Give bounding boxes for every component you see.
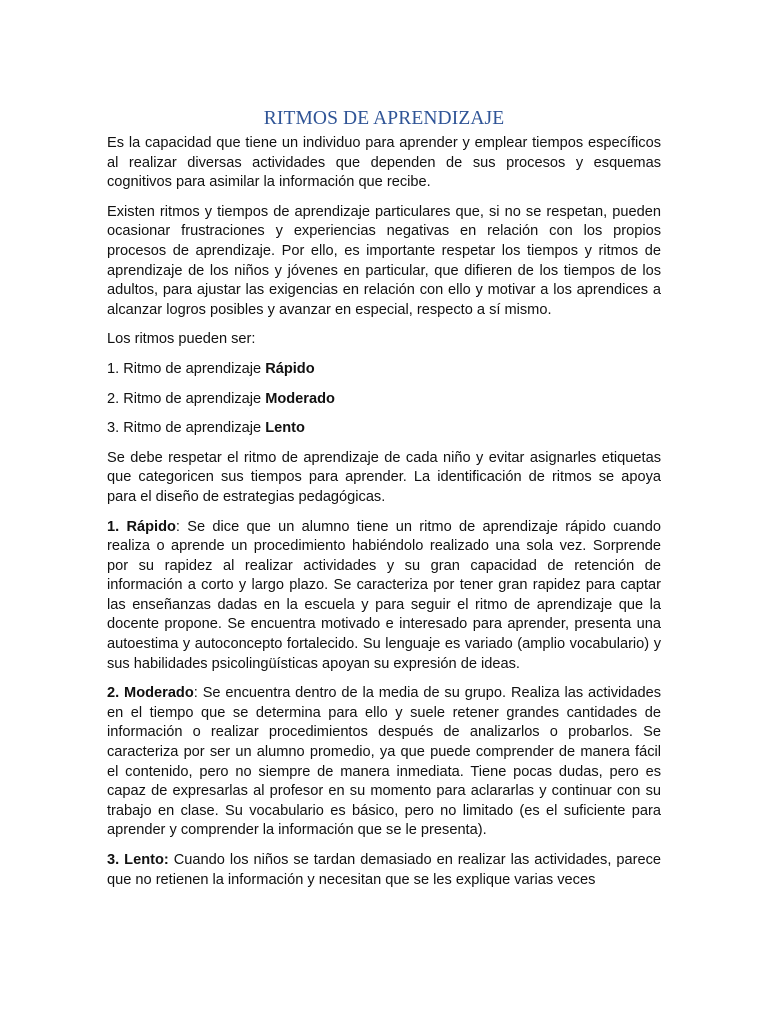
respect-paragraph: Se debe respetar el ritmo de aprendizaje de cada niño y evitar asignarles etiquetas que categoricen sus tiempos para aprender. La identificación de ritmos se apoya para el diseño de estrategias pedagógicas. [107, 449, 661, 505]
list-item-name: Lento [265, 420, 305, 437]
definition-paragraph-lento [107, 851, 661, 890]
context-paragraph: Existen ritmos y tiempos de aprendizaje particulares que, si no se respetan, pueden ocasionar frustraciones y experiencias negativas en relación con los propios procesos de aprendizaje. Por ello, es importante respetar los tiempos y ritmos de aprendizaje de los niños y jóvenes en particular, que difieren de los tiempos de los adultos, para ajustar las exigencias en relación con ello y motivar a los aprendices a alcanzar logros posibles y avanzar en especial, respecto a sí mismo. [107, 203, 661, 318]
list-item-prefix: 3. Ritmo de aprendizaje [107, 420, 266, 437]
list-item-name: Rápido [265, 360, 315, 377]
definition-paragraph-moderado [107, 684, 661, 841]
definition-term: 1. Rápido [107, 518, 176, 535]
definition-paragraph-rapido [107, 518, 661, 675]
intro-paragraph: Es la capacidad que tiene un individuo para aprender y emplear tiempos específicos al realizar diversas actividades que dependen de sus procesos y esquemas cognitivos para asimilar la información que recibe. [107, 135, 661, 191]
definition-text: Cuando los niños se tardan demasiado en realizar las actividades, parece que no retienen la información y necesitan que se les explique varias veces [107, 852, 661, 888]
list-item-prefix: 1. Ritmo de aprendizaje [107, 360, 266, 377]
list-item-name: Moderado [265, 390, 335, 407]
definition-text: Se encuentra dentro de la media de su grupo. Realiza las actividades en el tiempo que se determina para ello y suele retener grandes cantidades de información o realizar procedimientos después de analizarlos o probarlos. Se caracteriza por ser un alumno promedio, ya que puede comprender de manera fácil el contenido, pero no siempre de manera inmediata. Tiene pocas dudas, pero es capaz de expresarlas al profesor en su momento para aclararlas y continuar con su trabajo en clase. Su vocabulario es básico, pero no limitado (es el suficiente para aprender y comprender la información que se le presenta). [107, 685, 662, 839]
definition-separator: : [175, 518, 188, 535]
definition-text: Se dice que un alumno tiene un ritmo de aprendizaje rápido cuando realiza o aprende un procedimiento habiéndolo realizado una sola vez. Sorprende por su rapidez al realizar actividades y su gran capacidad de retención de información a corto y largo plazo. Se caracteriza por tener gran rapidez para captar las enseñanzas dadas en la escuela y para seguir el ritmo de aprendizaje que la docente propone. Se encuentra motivado e interesado para aprender, presenta una autoestima y autoconcepto fortalecido. Su lenguaje es variado (amplio vocabulario) y sus habilidades psicolingüísticas apoyan su expresión de ideas. [107, 518, 661, 672]
list-item-prefix: 2. Ritmo de aprendizaje [107, 390, 266, 407]
list-item [107, 360, 661, 380]
list-item [107, 390, 661, 410]
definition-term: 3. Lento: [107, 852, 169, 868]
document-page [107, 106, 661, 900]
definition-separator: : [193, 685, 203, 702]
page-title: RITMOS DE APRENDIZAJE [263, 108, 505, 129]
definition-term: 2. Moderado [107, 685, 194, 702]
list-item [107, 419, 661, 439]
list-intro: Los ritmos pueden ser: [107, 331, 256, 348]
